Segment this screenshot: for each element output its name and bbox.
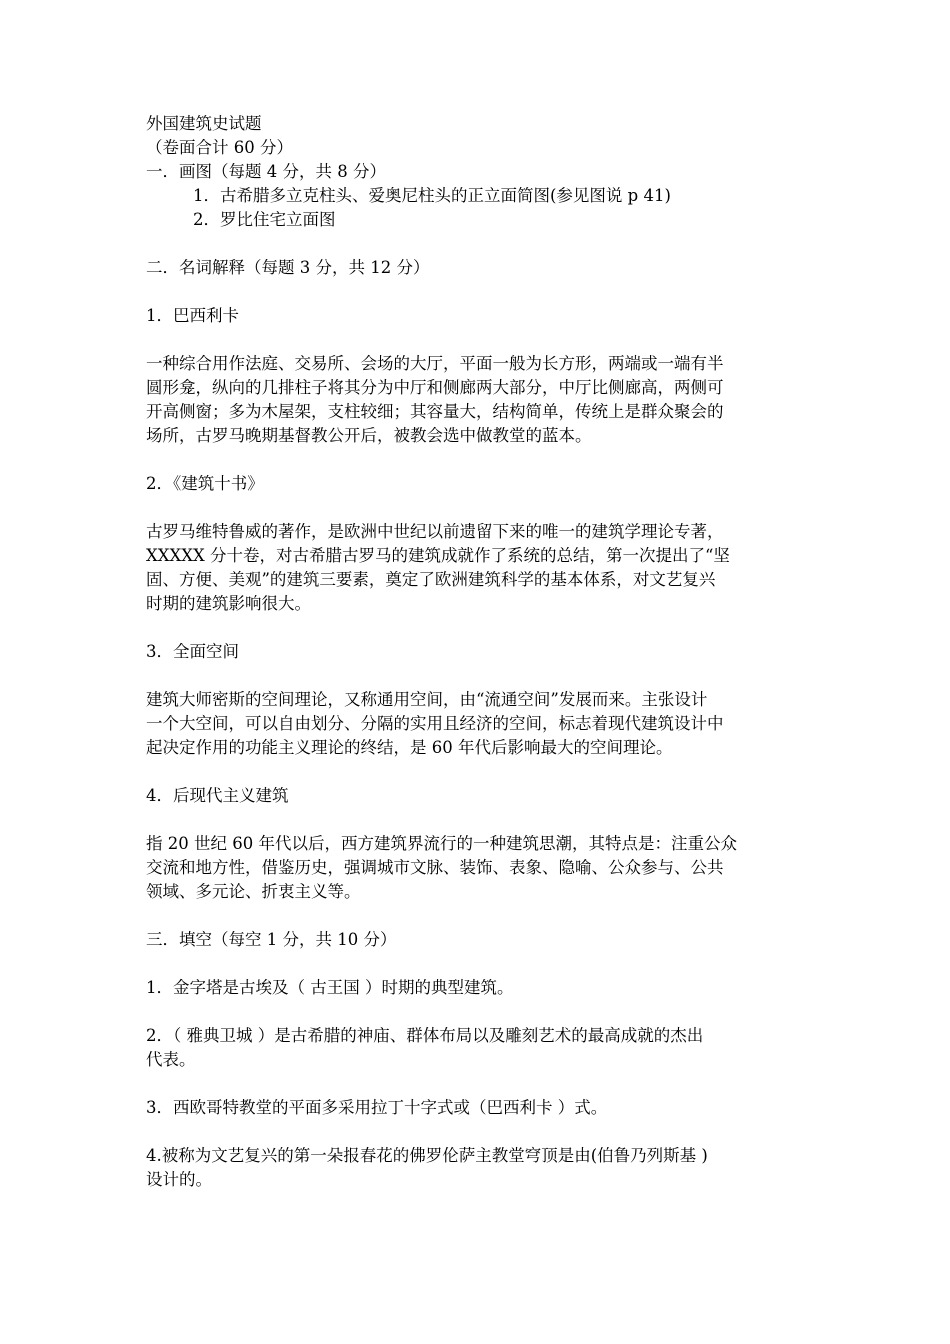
spacer — [146, 664, 816, 688]
term-heading: 4．后现代主义建筑 — [146, 786, 289, 805]
term-definition — [146, 832, 816, 904]
definition-line: 固、方便、美观”的建筑三要素，奠定了欧洲建筑科学的基本体系，对文艺复兴 — [146, 570, 716, 589]
spacer — [146, 328, 816, 352]
fill-in-question: 1．金字塔是古埃及（ 古王国 ）时期的典型建筑。 — [146, 978, 514, 997]
section-1-item: 1．古希腊多立克柱头、爱奥尼柱头的正立面简图(参见图说 p 41) — [193, 186, 671, 205]
spacer — [146, 232, 816, 256]
spacer — [146, 496, 816, 520]
definition-line: XXXXX 分十卷，对古希腊古罗马的建筑成就作了系统的总结，第一次提出了“坚 — [146, 546, 730, 565]
spacer — [146, 760, 816, 784]
term-definition — [146, 352, 816, 448]
definition-line: 一种综合用作法庭、交易所、会场的大厅，平面一般为长方形，两端或一端有半 — [146, 354, 724, 373]
term-heading: 2．《建筑十书》 — [146, 474, 264, 493]
spacer — [146, 616, 816, 640]
spacer — [146, 448, 816, 472]
fill-in-question-continued: 设计的。 — [146, 1170, 212, 1189]
fill-in-question: 2．（ 雅典卫城 ）是古希腊的神庙、群体布局以及雕刻艺术的最高成就的杰出 — [146, 1026, 704, 1045]
term-definition — [146, 688, 816, 760]
spacer — [146, 280, 816, 304]
definition-line: 交流和地方性，借鉴历史，强调城市文脉、装饰、表象、隐喻、公众参与、公共 — [146, 858, 724, 877]
spacer — [146, 904, 816, 928]
section-1-heading: 一．画图（每题 4 分，共 8 分） — [146, 162, 386, 181]
section-1-item: 2．罗比住宅立面图 — [193, 210, 336, 229]
section-3-heading: 三．填空（每空 1 分，共 10 分） — [146, 930, 397, 949]
term-definition — [146, 520, 816, 616]
section-2-heading: 二．名词解释（每题 3 分，共 12 分） — [146, 258, 430, 277]
spacer — [146, 808, 816, 832]
definition-line: 圆形龛，纵向的几排柱子将其分为中厅和侧廊两大部分，中厅比侧廊高，两侧可 — [146, 378, 724, 397]
spacer — [146, 1000, 816, 1024]
fill-in-question: 3．西欧哥特教堂的平面多采用拉丁十字式或（巴西利卡 ）式。 — [146, 1098, 608, 1117]
document-page — [146, 112, 816, 1192]
fill-in-question: 4.被称为文艺复兴的第一朵报春花的佛罗伦萨主教堂穹顶是由(伯鲁乃列斯基 ) — [146, 1146, 708, 1165]
document-subtitle: （卷面合计 60 分） — [146, 138, 293, 157]
definition-line: 建筑大师密斯的空间理论，又称通用空间，由“流通空间”发展而来。主张设计 — [146, 690, 708, 709]
definition-line: 起决定作用的功能主义理论的终结，是 60 年代后影响最大的空间理论。 — [146, 738, 673, 757]
term-heading: 1．巴西利卡 — [146, 306, 239, 325]
spacer — [146, 1072, 816, 1096]
definition-line: 时期的建筑影响很大。 — [146, 594, 311, 613]
definition-line: 领域、多元论、折衷主义等。 — [146, 882, 361, 901]
fill-in-question-continued: 代表。 — [146, 1050, 196, 1069]
spacer — [146, 952, 816, 976]
term-heading: 3．全面空间 — [146, 642, 239, 661]
spacer — [146, 1120, 816, 1144]
definition-line: 指 20 世纪 60 年代以后，西方建筑界流行的一种建筑思潮，其特点是：注重公众 — [146, 834, 737, 853]
definition-line: 一个大空间，可以自由划分、分隔的实用且经济的空间，标志着现代建筑设计中 — [146, 714, 724, 733]
definition-line: 场所，古罗马晚期基督教公开后，被教会选中做教堂的蓝本。 — [146, 426, 592, 445]
definition-line: 开高侧窗；多为木屋架，支柱较细；其容量大，结构简单，传统上是群众聚会的 — [146, 402, 724, 421]
document-title: 外国建筑史试题 — [146, 114, 262, 133]
definition-line: 古罗马维特鲁威的著作，是欧洲中世纪以前遗留下来的唯一的建筑学理论专著， — [146, 522, 724, 541]
